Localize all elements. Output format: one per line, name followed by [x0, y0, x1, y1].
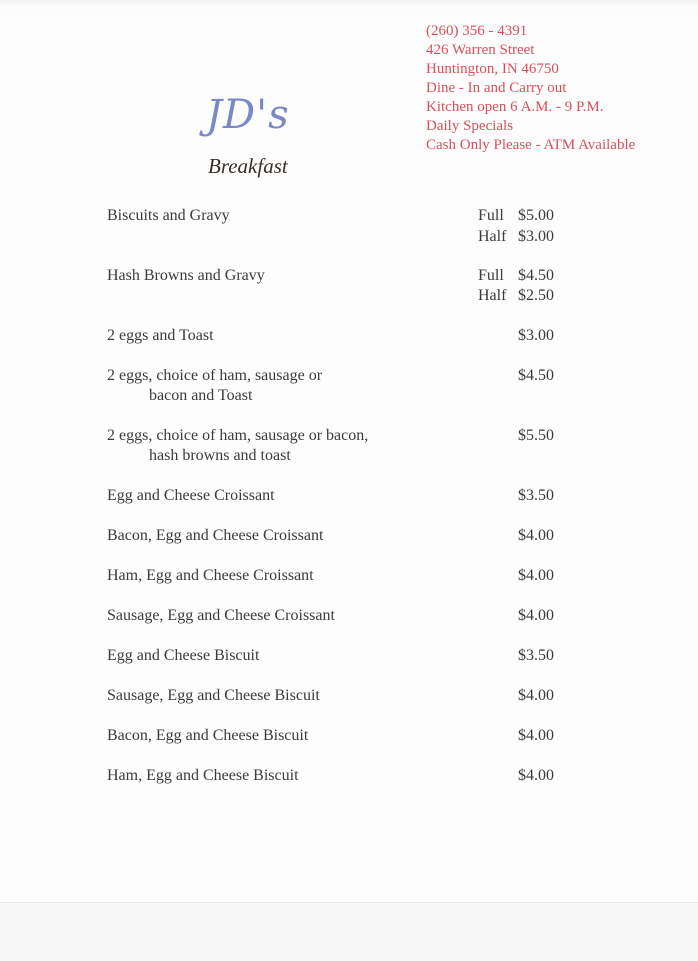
- page-bottom-edge: [0, 902, 698, 961]
- kitchen-hours: Kitchen open 6 A.M. - 9 P.M.: [426, 99, 604, 115]
- daily-specials-note: Daily Specials: [426, 118, 514, 134]
- menu-item-price: $4.00: [518, 687, 554, 704]
- menu-item-name: Ham, Egg and Cheese Croissant: [107, 567, 314, 584]
- menu-item-size: Half: [478, 287, 507, 304]
- menu-item-name-line1: 2 eggs, choice of ham, sausage or: [107, 367, 323, 384]
- city-state-zip: Huntington, IN 46750: [426, 61, 559, 77]
- menu-section-title: Breakfast: [208, 154, 288, 178]
- menu-item-price: $5.50: [518, 427, 554, 444]
- menu-item-name: Hash Browns and Gravy: [107, 267, 265, 284]
- menu-item-name-line1: 2 eggs, choice of ham, sausage or bacon,: [107, 427, 369, 444]
- menu-item-size: Half: [478, 228, 507, 245]
- payment-note: Cash Only Please - ATM Available: [426, 137, 636, 153]
- menu-item-price: $4.00: [518, 767, 554, 784]
- menu-item-name: [107, 366, 322, 406]
- menu-item-price: $4.00: [518, 607, 554, 624]
- restaurant-info: [426, 22, 635, 155]
- menu-item-name: [107, 426, 368, 466]
- menu-item-name: Bacon, Egg and Cheese Croissant: [107, 527, 324, 544]
- service-type: Dine - In and Carry out: [426, 80, 567, 96]
- menu-item-price: $3.50: [518, 487, 554, 504]
- menu-item-price: $2.50: [518, 287, 554, 304]
- menu-item-price: $4.00: [518, 567, 554, 584]
- menu-item-size: Full: [478, 267, 504, 284]
- menu-item-name-line2: bacon and Toast: [149, 387, 253, 404]
- menu-item-name: Sausage, Egg and Cheese Biscuit: [107, 687, 320, 704]
- menu-item-price: $4.00: [518, 727, 554, 744]
- menu-item-price: $4.00: [518, 527, 554, 544]
- menu-item-name: Egg and Cheese Biscuit: [107, 647, 260, 664]
- menu-item-price: $3.00: [518, 228, 554, 245]
- menu-item-name: Ham, Egg and Cheese Biscuit: [107, 767, 299, 784]
- menu-item-size: Full: [478, 207, 504, 224]
- menu-item-name: Sausage, Egg and Cheese Croissant: [107, 607, 335, 624]
- menu-item-price: $5.00: [518, 207, 554, 224]
- menu-item-price: $3.50: [518, 647, 554, 664]
- phone-number: (260) 356 - 4391: [426, 23, 528, 39]
- street-address: 426 Warren Street: [426, 42, 535, 58]
- menu-item-name: 2 eggs and Toast: [107, 327, 214, 344]
- menu-item-price: $4.50: [518, 267, 554, 284]
- menu-item-price: $3.00: [518, 327, 554, 344]
- menu-item-name: Bacon, Egg and Cheese Biscuit: [107, 727, 309, 744]
- menu-item-price: $4.50: [518, 367, 554, 384]
- restaurant-logo: JD's: [206, 92, 290, 138]
- menu-item-name: Biscuits and Gravy: [107, 207, 230, 224]
- menu-item-name-line2: hash browns and toast: [149, 447, 291, 464]
- menu-item-name: Egg and Cheese Croissant: [107, 487, 275, 504]
